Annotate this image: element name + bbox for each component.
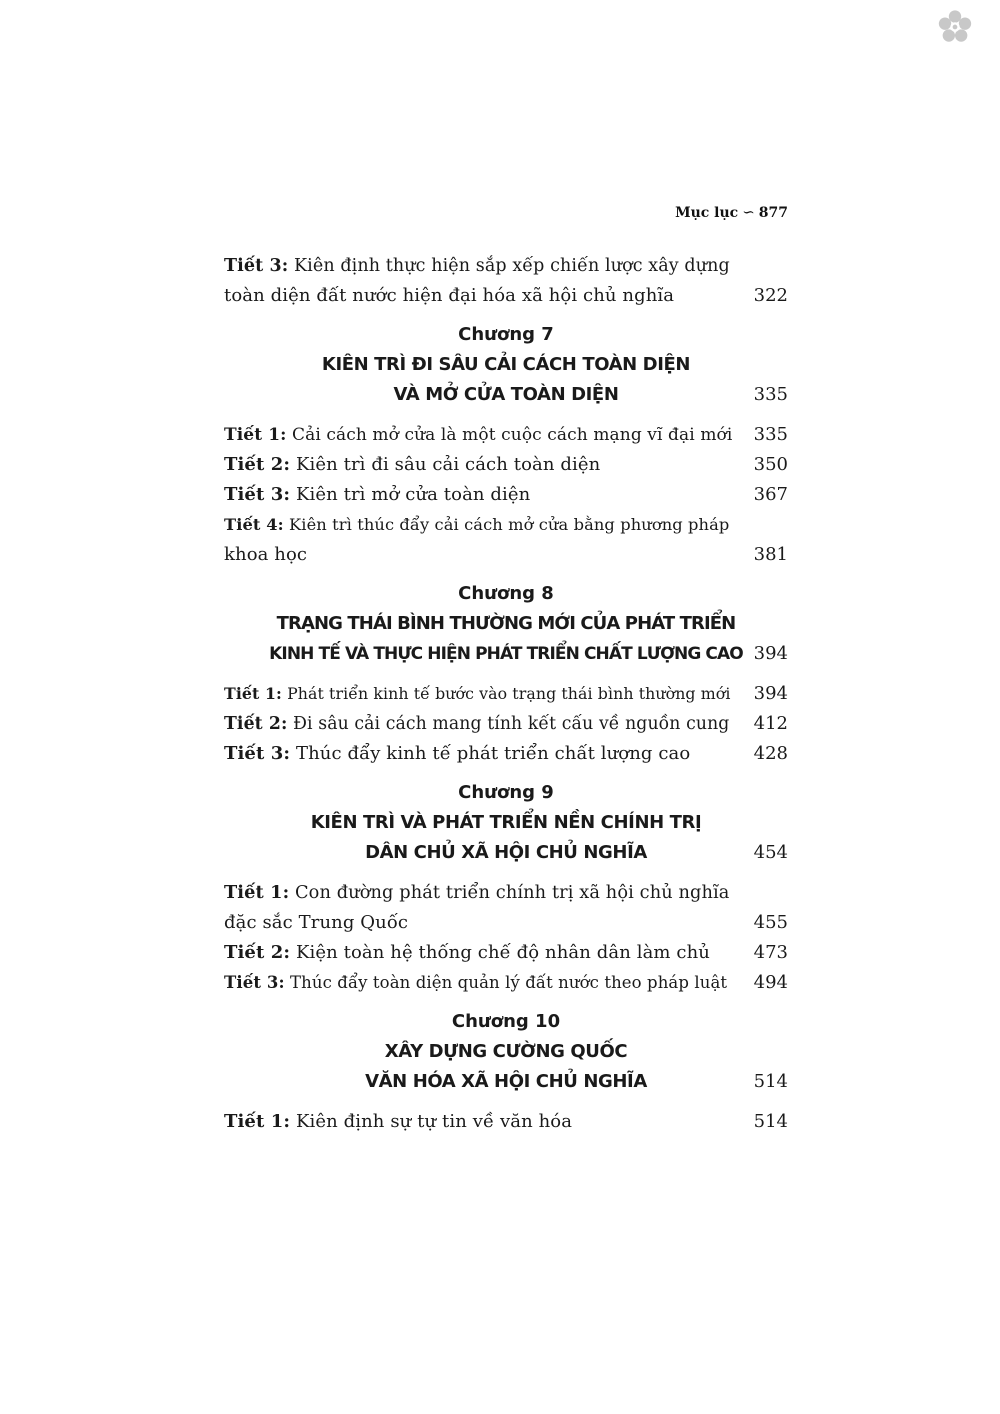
section-title-line: Kiện toàn hệ thống chế độ nhân dân làm chủ (295, 942, 710, 963)
section-label: Tiết 4: (224, 515, 284, 534)
chapter-title-line: VÀ MỞ CỬA TOÀN DIỆN (393, 384, 619, 405)
toc-section-entry[interactable] (224, 709, 788, 739)
section-label: Tiết 3: (224, 484, 291, 505)
section-title-line: Kiên trì mở cửa toàn diện (295, 484, 531, 505)
section-title-line: Kiên trì đi sâu cải cách toàn diện (295, 454, 601, 475)
page-number: 455 (753, 912, 788, 933)
chapter-title-line: KINH TẾ VÀ THỰC HIỆN PHÁT TRIỂN CHẤT LƯỢNG CAO (269, 644, 743, 664)
page-number: 367 (753, 484, 788, 505)
section-label: Tiết 3: (224, 256, 289, 276)
section-title-line: khoa học (224, 544, 308, 565)
chapter-number: Chương 9 (458, 782, 554, 803)
section-label: Tiết 1: (224, 882, 290, 903)
toc-section-entry[interactable] (224, 480, 788, 510)
flower-watermark-icon (936, 8, 974, 46)
section-label: Tiết 3: (224, 743, 291, 764)
page-number: 412 (753, 713, 788, 734)
section-label: Tiết 1: (224, 1111, 291, 1132)
section-label: Tiết 2: (224, 942, 291, 963)
page-number: 322 (753, 285, 788, 306)
section-label: Tiết 1: (224, 684, 282, 703)
chapter-number: Chương 7 (458, 324, 554, 345)
section-title-line: toàn diện đất nước hiện đại hóa xã hội chủ nghĩa (224, 285, 675, 306)
section-title-line: Kiên trì thúc đẩy cải cách mở cửa bằng phương pháp (289, 515, 730, 534)
section-title-line: Kiên định sự tự tin về văn hóa (295, 1111, 573, 1132)
section-title-line: Thúc đẩy kinh tế phát triển chất lượng cao (295, 743, 691, 764)
chapter-title-line: XÂY DỰNG CƯỜNG QUỐC (384, 1041, 628, 1062)
toc-chapter-entry[interactable] (224, 579, 788, 669)
chapter-number: Chương 8 (458, 583, 554, 604)
toc-section-entry[interactable] (224, 450, 788, 480)
chapter-title-line: KIÊN TRÌ ĐI SÂU CẢI CÁCH TOÀN DIỆN (321, 354, 691, 375)
page-number: 335 (753, 424, 788, 445)
page-number: 394 (753, 683, 788, 704)
page-number: 514 (753, 1071, 788, 1092)
page-number: 350 (753, 454, 788, 475)
chapter-title-line: KIÊN TRÌ VÀ PHÁT TRIỂN NỀN CHÍNH TRỊ (310, 812, 702, 833)
toc-section-entry[interactable] (224, 739, 788, 769)
toc-section-entry[interactable] (224, 968, 788, 998)
section-label: Tiết 2: (224, 714, 288, 734)
section-title-line: Phát triển kinh tế bước vào trạng thái bình thường mới (287, 684, 731, 703)
page-number: 473 (753, 942, 788, 963)
page-number: 428 (753, 743, 788, 764)
page-number: 335 (753, 384, 788, 405)
header-page-number: 877 (758, 205, 788, 221)
section-title-line: đặc sắc Trung Quốc (224, 912, 409, 933)
section-label: Tiết 2: (224, 454, 291, 475)
toc-section-entry[interactable] (224, 420, 788, 450)
page-number: 454 (753, 842, 788, 863)
page-number: 381 (753, 544, 788, 565)
toc-section-entry[interactable] (224, 679, 788, 709)
toc-chapter-entry[interactable] (224, 778, 788, 868)
page-number: 494 (753, 972, 788, 993)
chapter-title-line: TRẠNG THÁI BÌNH THƯỜNG MỚI CỦA PHÁT TRIỂN (276, 613, 736, 634)
running-header (620, 203, 788, 221)
header-section-title: Mục lục (675, 205, 739, 221)
toc-chapter-entry[interactable] (224, 320, 788, 410)
toc-section-entry[interactable] (224, 251, 788, 311)
section-title-line: Con đường phát triển chính trị xã hội chủ nghĩa (294, 883, 730, 903)
section-label: Tiết 1: (224, 425, 287, 445)
section-title-line: Kiên định thực hiện sắp xếp chiến lược xây dựng (294, 256, 730, 276)
page-number: 514 (753, 1111, 788, 1132)
ornament-icon: ∽ (742, 203, 755, 221)
table-of-contents (224, 251, 788, 1137)
section-title-line: Cải cách mở cửa là một cuộc cách mạng vĩ đại mới (292, 425, 733, 445)
chapter-title-line: DÂN CHỦ XÃ HỘI CHỦ NGHĨA (365, 842, 647, 863)
section-title-line: Đi sâu cải cách mang tính kết cấu về nguồn cung (293, 714, 730, 734)
section-label: Tiết 3: (224, 973, 285, 992)
toc-section-entry[interactable] (224, 878, 788, 938)
toc-section-entry[interactable] (224, 938, 788, 968)
toc-section-entry[interactable] (224, 1107, 788, 1137)
toc-section-entry[interactable] (224, 510, 788, 570)
chapter-title-line: VĂN HÓA XÃ HỘI CHỦ NGHĨA (365, 1071, 647, 1092)
section-title-line: Thúc đẩy toàn diện quản lý đất nước theo pháp luật (290, 973, 728, 992)
page-number: 394 (753, 643, 788, 664)
chapter-number: Chương 10 (451, 1011, 561, 1032)
toc-chapter-entry[interactable] (224, 1007, 788, 1097)
